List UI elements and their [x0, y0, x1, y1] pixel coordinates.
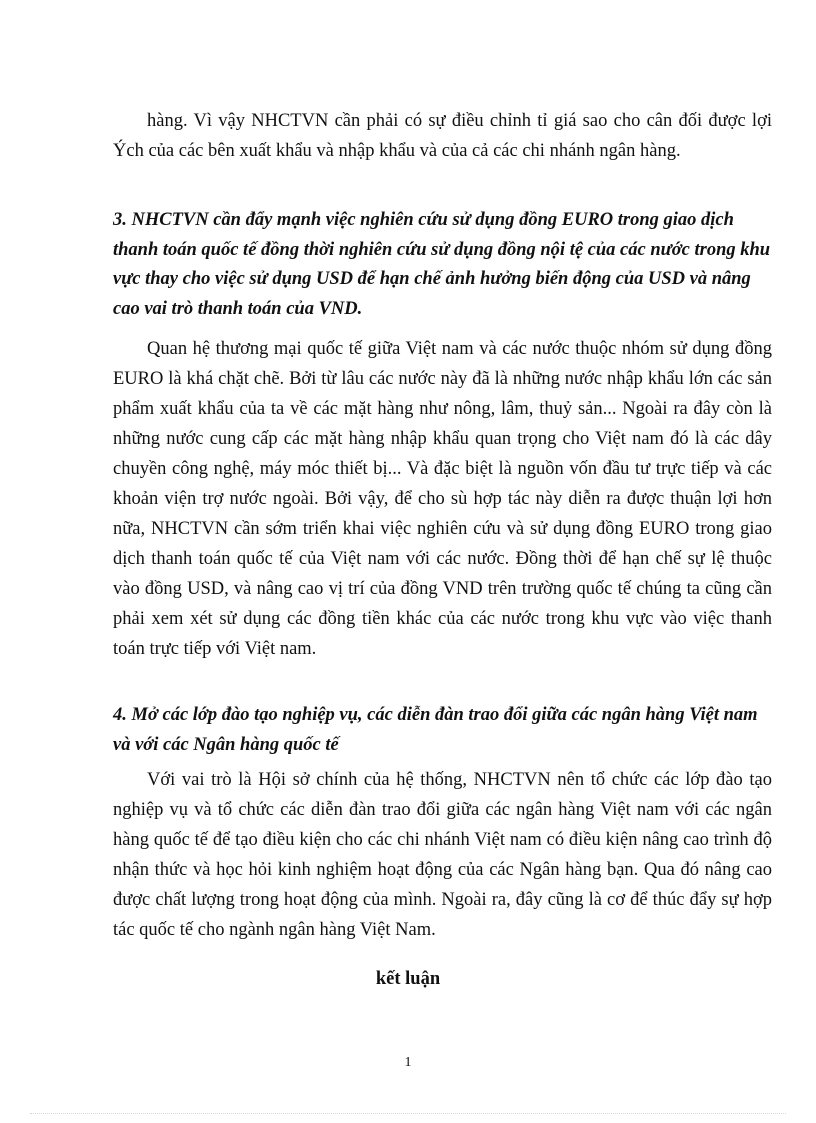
- section-4-heading-block: [113, 701, 772, 760]
- section-3-paragraph: Quan hệ thương mại quốc tế giữa Việt nam và các nước thuộc nhóm sử dụng đồng EURO là khá chặt chẽ. Bởi từ lâu các nước này đã là những nước nhập khẩu lớn các sản phẩm xuất khẩu của ta về các mặt hàng như nông, lâm, thuỷ sản... Ngoài ra đây còn là những nước cung cấp các mặt hàng nhập khẩu quan trọng cho Việt nam đó là các dây chuyền công nghệ, máy móc thiết bị... Và đặc biệt là nguồn vốn đầu tư trực tiếp và các khoản viện trợ nước ngoài. Bởi vậy, để cho sù hợp tác này diễn ra được thuận lợi hơn nữa, NHCTVN cần sớm triển khai việc nghiên cứu và sử dụng đồng EURO trong giao dịch thanh toán quốc tế của Việt nam với các nước. Đồng thời để hạn chế sự lệ thuộc vào đồng USD, và nâng cao vị trí của đồng VND trên trường quốc tế chúng ta cũng cần phải xem xét sử dụng các đồng tiền khác của các nước trong khu vực vào việc thanh toán trực tiếp với Việt nam.: [113, 339, 772, 659]
- section-3-heading: 3. NHCTVN cần đẩy mạnh việc nghiên cứu sử dụng đồng EURO trong giao dịch thanh toán quốc tế đồng thời nghiên cứu sử dụng đồng nội tệ của các nước trong khu vực thay cho việc sử dụng USD để hạn chế ảnh hưởng biến động của USD và nâng cao vai trò thanh toán của VND.: [113, 210, 771, 319]
- section-4-body-block: [113, 765, 772, 945]
- section-3-body-block: [113, 334, 772, 664]
- section-3-heading-block: [113, 206, 772, 324]
- page-bottom-divider: [30, 1113, 786, 1114]
- intro-paragraph: hàng. Vì vậy NHCTVN cần phải có sự điều chỉnh tỉ giá sao cho cân đối được lợi Ých của các bên xuất khẩu và nhập khẩu và của cả các chi nhánh ngân hàng.: [113, 111, 772, 161]
- conclusion-title: kết luận: [375, 969, 441, 989]
- section-4-paragraph: Với vai trò là Hội sở chính của hệ thống, NHCTVN nên tổ chức các lớp đào tạo nghiệp vụ và tổ chức các diễn đàn trao đổi giữa các ngân hàng Việt nam với các ngân hàng quốc tế để tạo điều kiện cho các chi nhánh Việt nam có điều kiện nâng cao trình độ nhận thức và học hỏi kinh nghiệm hoạt động của các Ngân hàng bạn. Qua đó nâng cao được chất lượng trong hoạt động của mình. Ngoài ra, đây cũng là cơ để thúc đẩy sự hợp tác quốc tế cho ngành ngân hàng Việt Nam.: [113, 770, 772, 940]
- page-number: 1: [404, 1055, 412, 1070]
- intro-block: [113, 106, 772, 166]
- section-4-heading: 4. Mở các lớp đào tạo nghiệp vụ, các diễn đàn trao đổi giữa các ngân hàng Việt nam và với các Ngân hàng quốc tế: [113, 705, 758, 755]
